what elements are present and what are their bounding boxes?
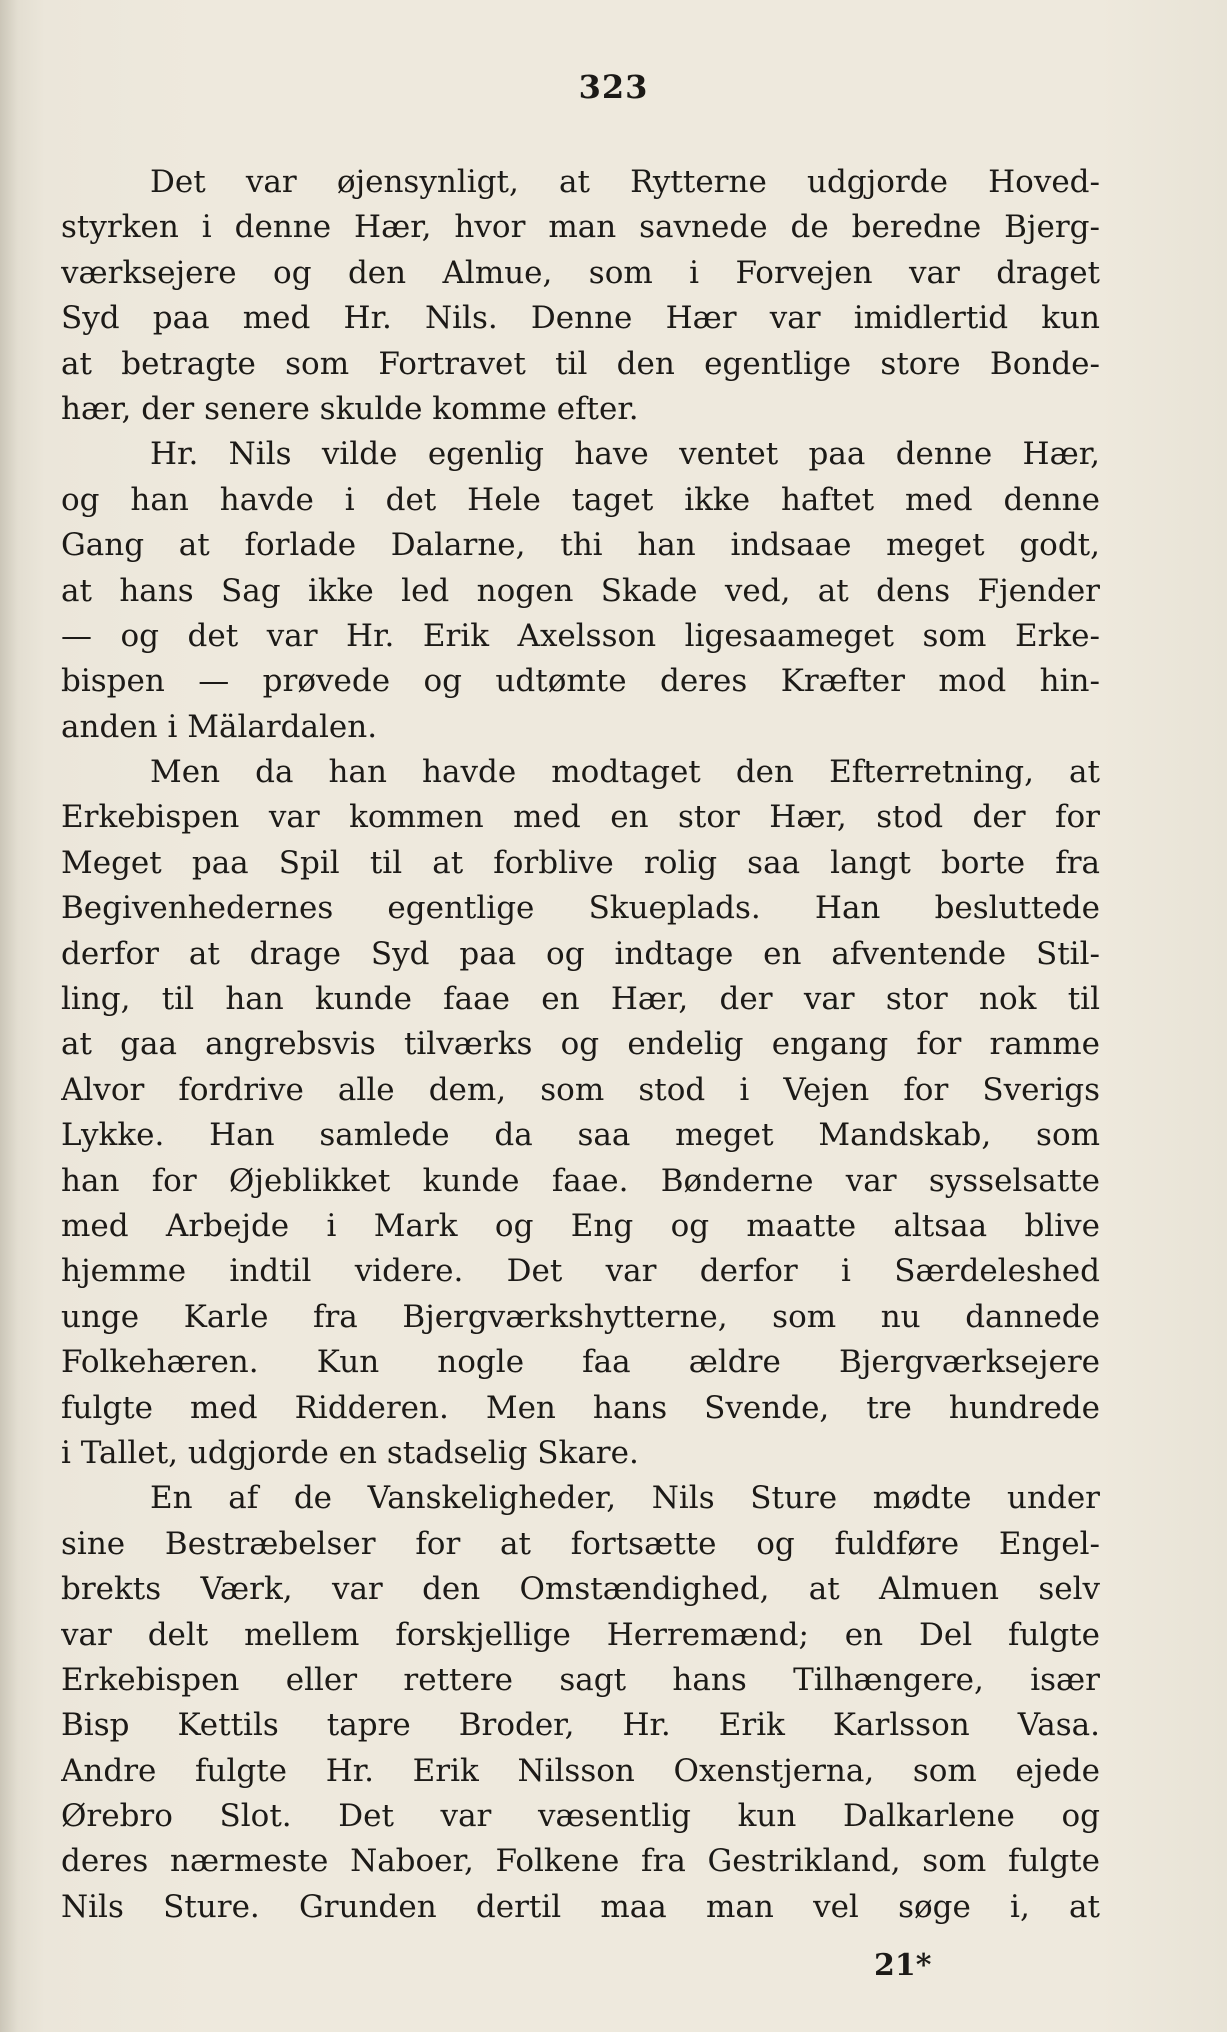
- text-line: derfor at drage Syd paa og indtage en afventende Stil-: [61, 935, 1100, 972]
- text-line: anden i Mälardalen.: [61, 708, 378, 745]
- text-line: Men da han havde modtaget den Efterretning, at: [150, 754, 1100, 791]
- text-line: Det var øjensynligt, at Rytterne udgjorde Hoved-: [150, 164, 1100, 200]
- text-line: værksejere og den Almue, som i Forvejen var draget: [61, 254, 1100, 291]
- text-line: Hr. Nils vilde egenlig have ventet paa denne Hær,: [150, 436, 1100, 473]
- text-line: at gaa angrebsvis tilværks og endelig engang for ramme: [61, 1026, 1100, 1063]
- text-line: deres nærmeste Naboer, Folkene fra Gestrikland, som fulgte: [61, 1843, 1100, 1880]
- text-line: at hans Sag ikke led nogen Skade ved, at dens Fjender: [61, 572, 1100, 609]
- text-line: og han havde i det Hele taget ikke haftet med denne: [61, 481, 1100, 518]
- text-line: Erkebispen eller rettere sagt hans Tilhængere, især: [61, 1661, 1100, 1698]
- signature-mark: 21*: [874, 1948, 932, 1983]
- text-line: Lykke. Han samlede da saa meget Mandskab, som: [61, 1117, 1100, 1154]
- text-line: hjemme indtil videre. Det var derfor i Særdeleshed: [61, 1253, 1100, 1290]
- text-line: Begivenhedernes egentlige Skueplads. Han besluttede: [61, 890, 1100, 927]
- body-text: [61, 160, 1100, 1930]
- text-line: Andre fulgte Hr. Erik Nilsson Oxenstjerna, som ejede: [61, 1752, 1100, 1789]
- text-line: fulgte med Ridderen. Men hans Svende, tre hundrede: [61, 1389, 1100, 1426]
- text-line: — og det var Hr. Erik Axelsson ligesaameget som Erke-: [61, 617, 1100, 654]
- text-line: Ørebro Slot. Det var væsentlig kun Dalkarlene og: [61, 1798, 1100, 1835]
- text-line: En af de Vanskeligheder, Nils Sture mødte under: [150, 1480, 1100, 1517]
- text-line: at betragte som Fortravet til den egentlige store Bonde-: [61, 345, 1100, 382]
- text-line: var delt mellem forskjellige Herremænd; en Del fulgte: [61, 1616, 1100, 1653]
- text-line: styrken i denne Hær, hvor man savnede de beredne Bjerg-: [61, 209, 1100, 246]
- text-line: i Tallet, udgjorde en stadselig Skare.: [61, 1434, 639, 1471]
- text-line: ling, til han kunde faae en Hær, der var stor nok til: [61, 981, 1100, 1018]
- text-line: Alvor fordrive alle dem, som stod i Vejen for Sverigs: [61, 1071, 1100, 1108]
- text-line: Gang at forlade Dalarne, thi han indsaae meget godt,: [61, 527, 1100, 564]
- text-line: Bisp Kettils tapre Broder, Hr. Erik Karlsson Vasa.: [61, 1707, 1100, 1744]
- text-line: unge Karle fra Bjergværkshytterne, som nu dannede: [61, 1298, 1100, 1335]
- text-line: Folkehæren. Kun nogle faa ældre Bjergværksejere: [61, 1344, 1100, 1381]
- text-line: Erkebispen var kommen med en stor Hær, stod der for: [61, 799, 1100, 836]
- text-line: brekts Værk, var den Omstændighed, at Almuen selv: [61, 1571, 1100, 1608]
- text-line: hær, der senere skulde komme efter.: [61, 390, 639, 427]
- text-line: Syd paa med Hr. Nils. Denne Hær var imidlertid kun: [61, 300, 1100, 337]
- text-line: bispen — prøvede og udtømte deres Kræfter mod hin-: [61, 663, 1100, 700]
- text-line: sine Bestræbelser for at fortsætte og fuldføre Engel-: [61, 1525, 1100, 1562]
- text-line: Nils Sture. Grunden dertil maa man vel søge i, at: [61, 1888, 1100, 1925]
- page-number: 323: [578, 68, 649, 106]
- text-line: Meget paa Spil til at forblive rolig saa langt borte fra: [61, 844, 1100, 881]
- text-line: han for Øjeblikket kunde faae. Bønderne var sysselsatte: [61, 1162, 1100, 1199]
- text-line: med Arbejde i Mark og Eng og maatte altsaa blive: [61, 1207, 1100, 1244]
